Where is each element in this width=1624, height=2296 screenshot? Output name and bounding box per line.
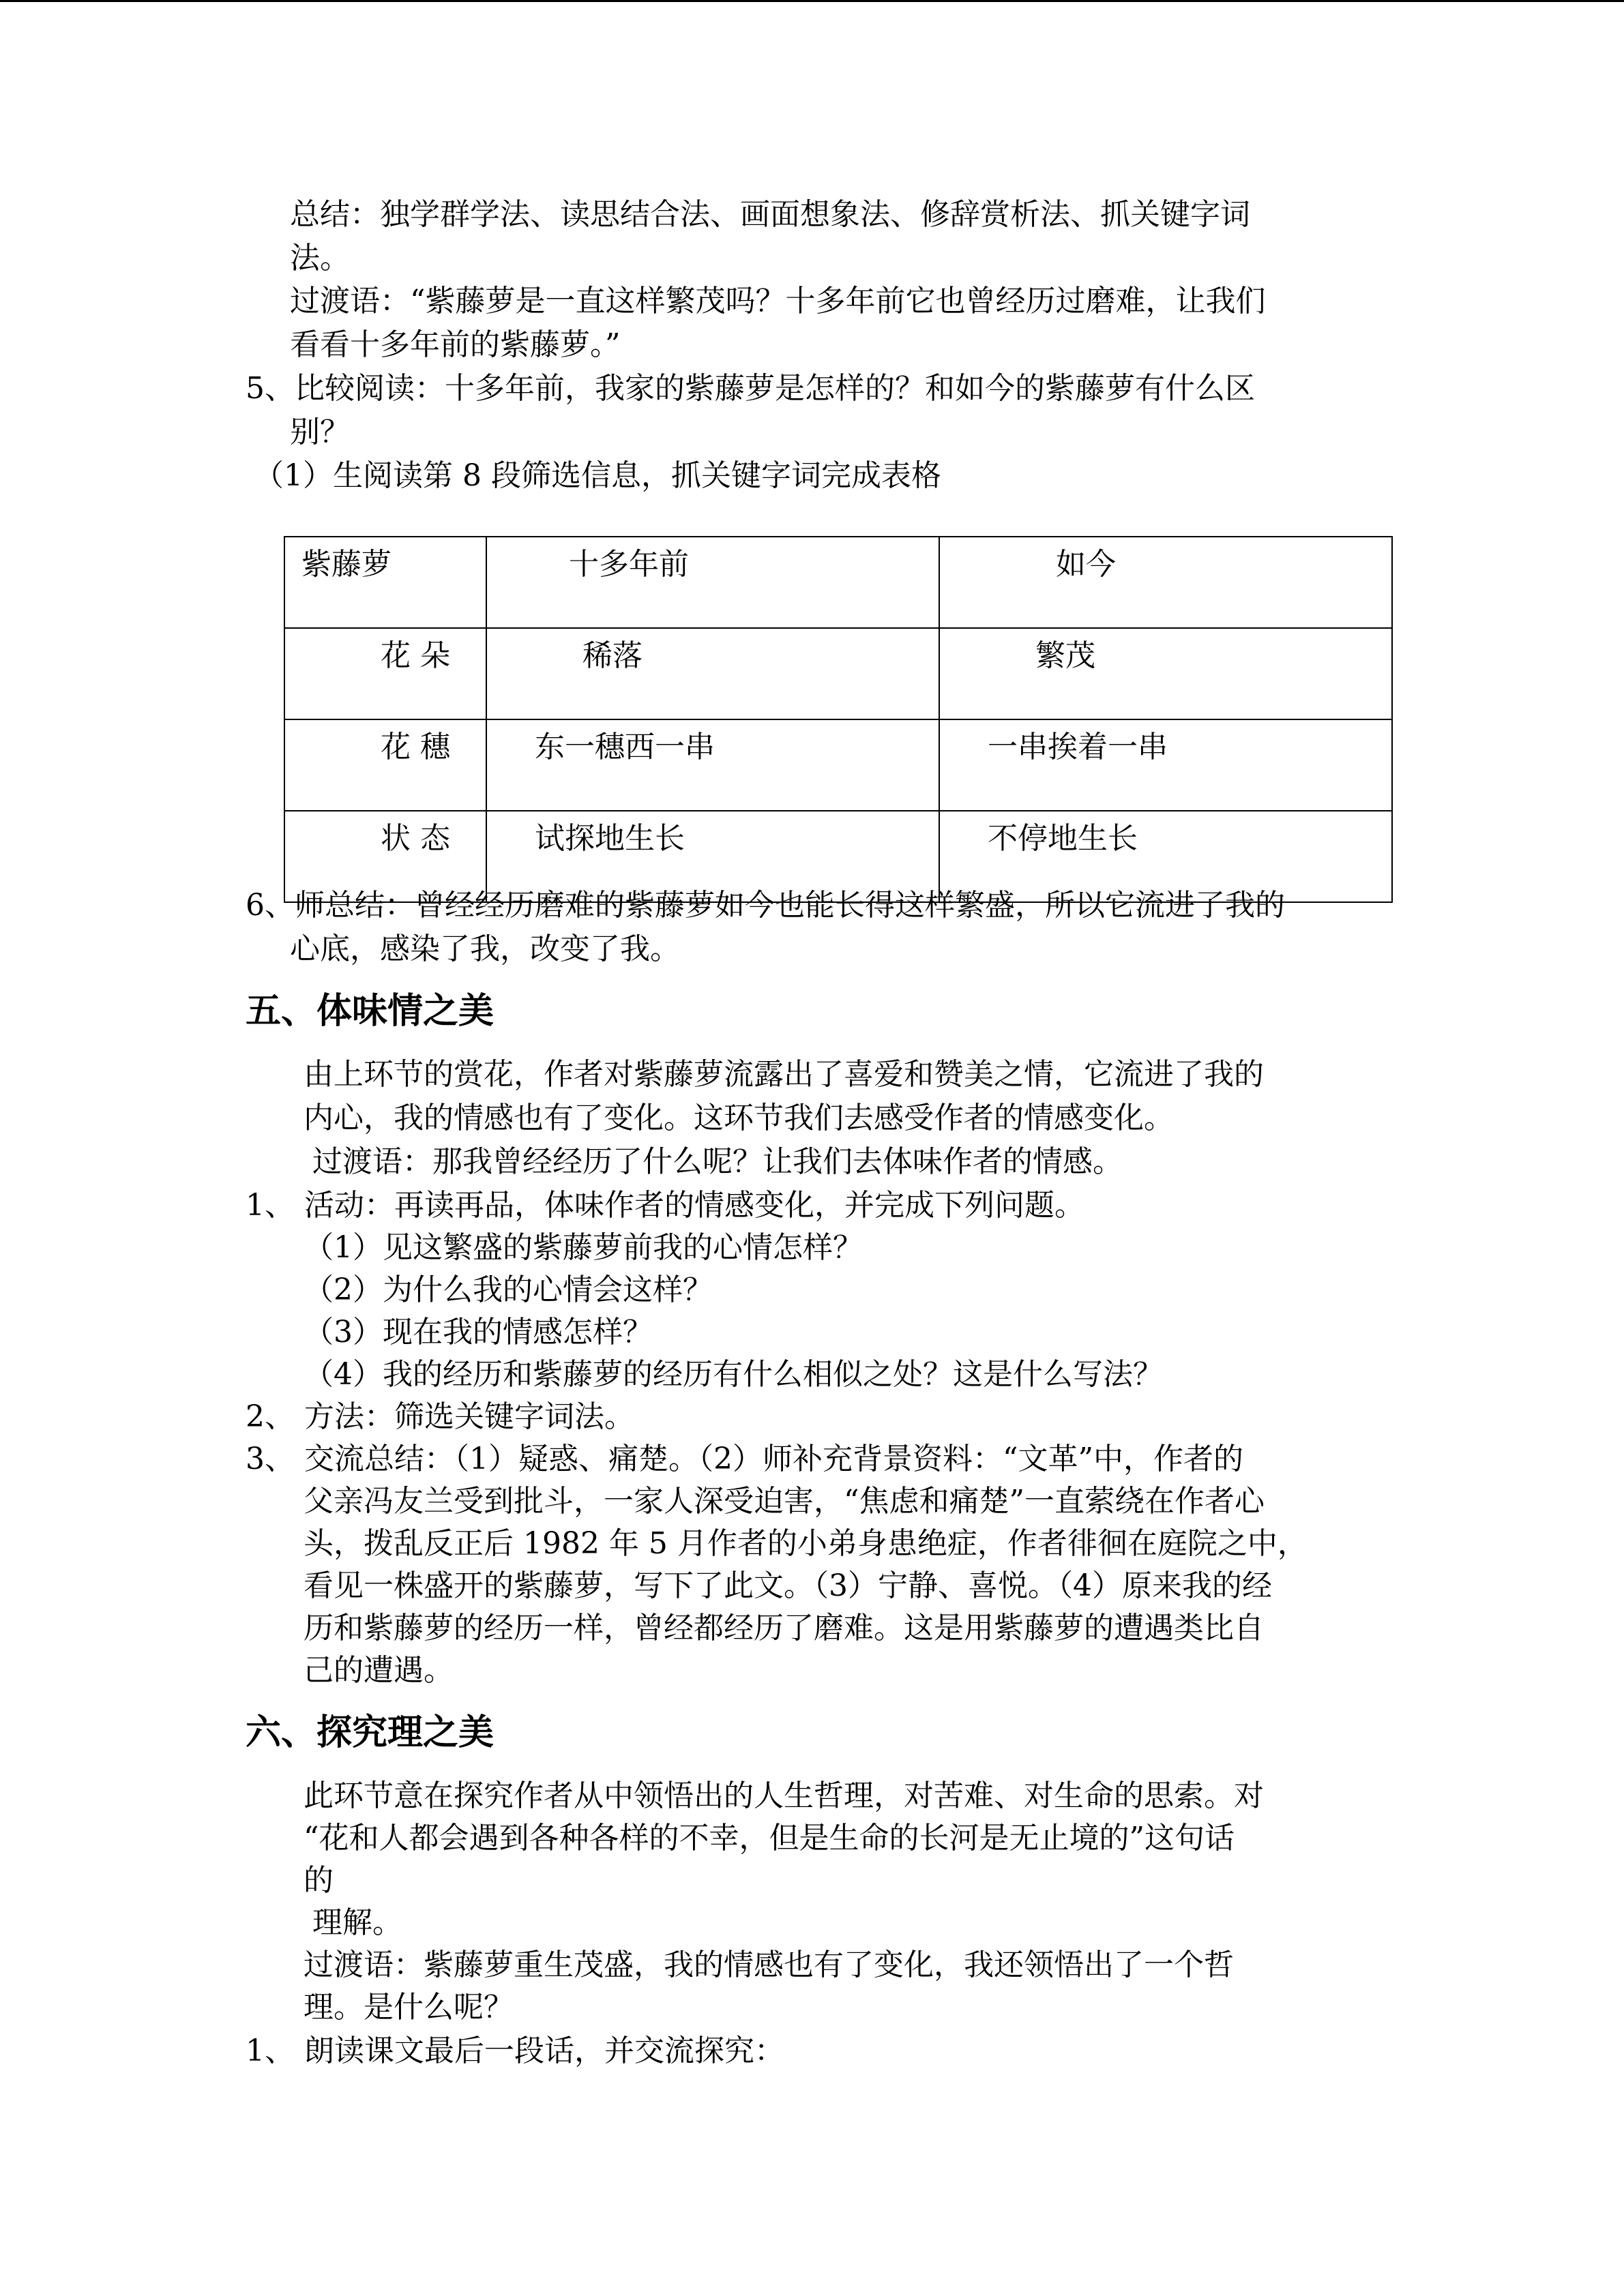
table-header-cell: 紫藤萝 xyxy=(284,537,486,628)
comparison-table xyxy=(284,536,1393,903)
table-header-cell: 十多年前 xyxy=(486,537,939,628)
item-6-cont: 心底，感染了我，改变了我。 xyxy=(290,931,680,966)
table-cell: 试探地生长 xyxy=(486,811,939,902)
table-cell: 花 穗 xyxy=(284,719,486,811)
question-4: （4）我的经历和紫藤萝的经历有什么相似之处？这是什么写法？ xyxy=(304,1357,1163,1392)
table-cell: 不停地生长 xyxy=(939,811,1392,902)
section-heading-5: 五、体味情之美 xyxy=(246,991,494,1032)
question-1: （1）见这繁盛的紫藤萝前我的心情怎样？ xyxy=(304,1230,863,1265)
section-5-intro-cont: 内心，我的情感也有了变化。这环节我们去感受作者的情感变化。 xyxy=(304,1101,1174,1135)
transition-line-1-cont: 看看十多年前的紫藤萝。” xyxy=(290,327,621,362)
section-6-intro-cont-3: 理解。 xyxy=(312,1905,402,1940)
table-cell: 稀落 xyxy=(486,628,939,719)
section-6-intro-cont-2: 的 xyxy=(304,1863,334,1898)
item-6-teacher-summary: 6、师总结：曾经经历磨难的紫藤萝如今也能长得这样繁盛，所以它流进了我的 xyxy=(246,888,1285,923)
table-row xyxy=(284,628,1392,719)
section-6-intro-cont-1: “花和人都会遇到各种各样的不幸，但是生命的长河是无止境的”这句话 xyxy=(304,1821,1235,1855)
exchange-summary-cont-1: 父亲冯友兰受到批斗，一家人深受迫害，“焦虑和痛楚”一直萦绕在作者心 xyxy=(304,1484,1265,1519)
section-6-intro: 此环节意在探究作者从中领悟出的人生哲理，对苦难、对生命的思索。对 xyxy=(304,1778,1264,1813)
transition-line-3-cont: 理。是什么呢？ xyxy=(304,1990,514,2025)
exchange-summary-cont-2: 头，拨乱反正后 1982 年 5 月作者的小弟身患绝症，作者徘徊在庭院之中， xyxy=(304,1526,1308,1561)
item-5-cont: 别？ xyxy=(290,415,350,449)
transition-line-2: 过渡语：那我曾经经历了什么呢？让我们去体味作者的情感。 xyxy=(312,1144,1123,1179)
section-5-intro: 由上环节的赏花，作者对紫藤萝流露出了喜爱和赞美之情，它流进了我的 xyxy=(304,1057,1264,1092)
exchange-summary-cont-3: 看见一株盛开的紫藤萝，写下了此文。（3）宁静、喜悦。（4）原来我的经 xyxy=(304,1568,1272,1603)
exchange-summary-cont-4: 历和紫藤萝的经历一样，曾经都经历了磨难。这是用紫藤萝的遭遇类比自 xyxy=(304,1611,1264,1645)
table-row xyxy=(284,719,1392,811)
transition-line-1: 过渡语：“紫藤萝是一直这样繁茂吗？十多年前它也曾经历过磨难，让我们 xyxy=(290,284,1266,318)
exchange-summary-cont-5: 己的遭遇。 xyxy=(304,1653,454,1688)
table-cell: 东一穗西一串 xyxy=(486,719,939,811)
table-cell: 一串挨着一串 xyxy=(939,719,1392,811)
transition-line-3: 过渡语：紫藤萝重生茂盛，我的情感也有了变化，我还领悟出了一个哲 xyxy=(304,1948,1234,1982)
exchange-summary-3: 3、 交流总结：（1）疑惑、痛楚。（2）师补充背景资料：“文革”中，作者的 xyxy=(246,1442,1243,1476)
read-aloud-1: 1、 朗读课文最后一段话，并交流探究： xyxy=(246,2033,784,2068)
table-cell: 繁茂 xyxy=(939,628,1392,719)
question-3: （3）现在我的情感怎样？ xyxy=(304,1315,653,1350)
activity-1: 1、 活动：再读再品，体味作者的情感变化，并完成下列问题。 xyxy=(246,1188,1084,1223)
summary-methods: 总结：独学群学法、读思结合法、画面想象法、修辞赏析法、抓关键字词 xyxy=(290,197,1250,232)
table-header-row xyxy=(284,537,1392,628)
item-5-compare-reading: 5、比较阅读：十多年前，我家的紫藤萝是怎样的？和如今的紫藤萝有什么区 xyxy=(246,371,1255,406)
item-5-sub-1: （1）生阅读第 8 段筛选信息，抓关键字词完成表格 xyxy=(254,458,941,493)
method-2: 2、 方法：筛选关键字词法。 xyxy=(246,1399,634,1434)
table-cell: 状 态 xyxy=(284,811,486,902)
table-cell: 花 朵 xyxy=(284,628,486,719)
top-border-line xyxy=(0,0,1624,2)
question-2: （2）为什么我的心情会这样？ xyxy=(304,1272,713,1307)
table-header-cell: 如今 xyxy=(939,537,1392,628)
section-heading-6: 六、探究理之美 xyxy=(246,1712,494,1753)
summary-methods-cont: 法。 xyxy=(290,241,350,275)
